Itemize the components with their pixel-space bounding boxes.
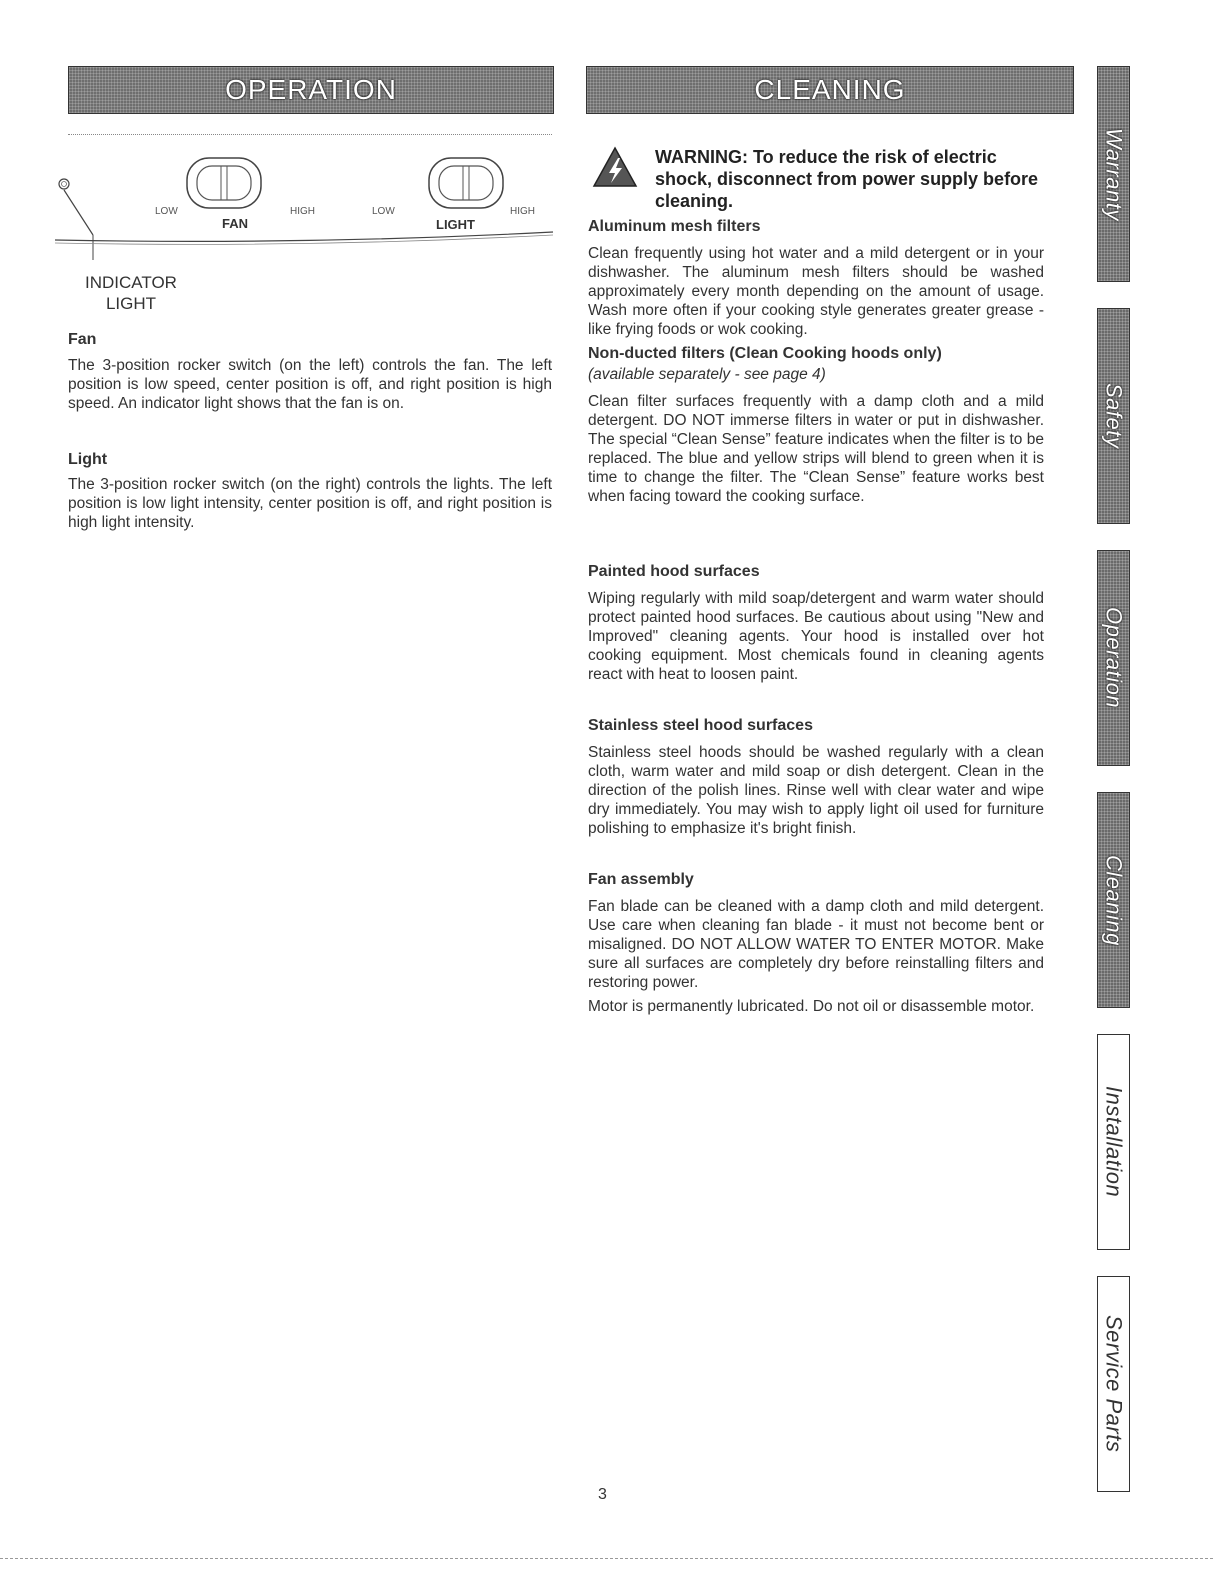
stainless-text: Stainless steel hoods should be washed regularly with a clean cloth, warm water and mild soap or dish detergent. Clean in the direction of the polish lines. Rinse well with clear water and wipe dry immediately. You may wish to apply light oil used for furniture polishing to emphasize it's bright finish. <box>588 744 1044 837</box>
side-tab-operation-label: Operation <box>1101 607 1127 709</box>
indicator-light-label <box>66 272 196 314</box>
painted-text: Wiping regularly with mild soap/detergent and warm water should protect painted hood surfaces. Be cautious about using "New and Improved" cleaning agents. Your hood is installed over hot cooking equipment. Most chemicals found in cleaning agents react with heat to loosen paint. <box>588 590 1044 683</box>
indicator-label-line2: LIGHT <box>105 294 157 313</box>
cleaning-banner-title: CLEANING <box>754 74 906 105</box>
side-tab-installation-label: Installation <box>1101 1086 1127 1198</box>
indicator-label-line1: INDICATOR <box>85 273 177 292</box>
light-high-label: HIGH <box>510 206 535 217</box>
warning-triangle-lightning-icon <box>592 146 638 188</box>
side-tab-warranty-label: Warranty <box>1101 127 1127 221</box>
painted-heading: Painted hood surfaces <box>588 563 760 580</box>
light-label: LIGHT <box>436 217 475 232</box>
light-low-label: LOW <box>372 206 395 217</box>
indicator-light-icon <box>59 179 69 189</box>
fan-assembly-heading: Fan assembly <box>588 871 694 888</box>
bottom-rule <box>0 1558 1213 1559</box>
fan-assembly-text1: Fan blade can be cleaned with a damp cloth and mild detergent. Use care when cleaning fan blade - it must not become bent or misaligned. DO NOT ALLOW WATER TO ENTER MOTOR. Make sure all surfaces are completely dry before reinstalling filters and restoring power. <box>588 898 1044 991</box>
light-rocker-switch-icon <box>429 158 503 208</box>
light-heading: Light <box>68 451 108 468</box>
aluminum-text: Clean frequently using hot water and a mild detergent or in your dishwasher. The aluminum mesh filters should be washed approximately every month depending on the amount of usage. Wash more often if your cooking style generates greater grease - like frying foods or wok cooking. <box>588 245 1044 338</box>
stainless-heading: Stainless steel hood surfaces <box>588 717 813 734</box>
side-tab-cleaning-label: Cleaning <box>1101 854 1127 946</box>
fan-heading: Fan <box>68 331 97 348</box>
side-tab-cleaning[interactable] <box>1097 792 1130 1008</box>
page-number: 3 <box>598 1486 607 1503</box>
nonducted-heading: Non-ducted filters (Clean Cooking hoods only) <box>588 345 942 362</box>
fan-low-label: LOW <box>155 206 178 217</box>
side-tab-safety[interactable] <box>1097 308 1130 524</box>
light-text: The 3-position rocker switch (on the right) controls the lights. The left position is low light intensity, center position is off, and right position is high light intensity. <box>68 476 552 531</box>
nonducted-text: Clean filter surfaces frequently with a damp cloth and a mild detergent. DO NOT immerse filters in water or put in dishwasher. The special “Clean Sense” feature indicates when the filter is to be replaced. The blue and yellow strips will blend to green when it is time to change the filter. The “Clean Sense” feature works best when facing toward the cooking surface. <box>588 393 1044 505</box>
aluminum-heading: Aluminum mesh filters <box>588 218 761 235</box>
fan-rocker-switch-icon <box>187 158 261 208</box>
fan-high-label: HIGH <box>290 206 315 217</box>
operation-banner-title: OPERATION <box>225 74 397 105</box>
fan-assembly-text2: Motor is permanently lubricated. Do not oil or disassemble motor. <box>588 998 1035 1015</box>
fan-label: FAN <box>222 216 248 231</box>
fan-text: The 3-position rocker switch (on the left) controls the fan. The left position is low speed, center position is off, and right position is high speed. An indicator light shows that the fan is on. <box>68 357 552 412</box>
side-tab-installation[interactable] <box>1097 1034 1130 1250</box>
warning-text: WARNING: To reduce the risk of electric shock, disconnect from power supply before cleaning. <box>655 147 1039 211</box>
side-tab-safety-label: Safety <box>1101 383 1127 449</box>
operation-banner <box>68 66 554 114</box>
side-tab-service-parts[interactable] <box>1097 1276 1130 1492</box>
control-panel-diagram <box>55 150 565 285</box>
cleaning-banner <box>586 66 1074 114</box>
operation-divider <box>68 134 552 135</box>
side-tab-operation[interactable] <box>1097 550 1130 766</box>
side-tab-service-parts-label: Service Parts <box>1101 1315 1127 1453</box>
nonducted-note: (available separately - see page 4) <box>588 366 826 383</box>
side-tab-warranty[interactable] <box>1097 66 1130 282</box>
